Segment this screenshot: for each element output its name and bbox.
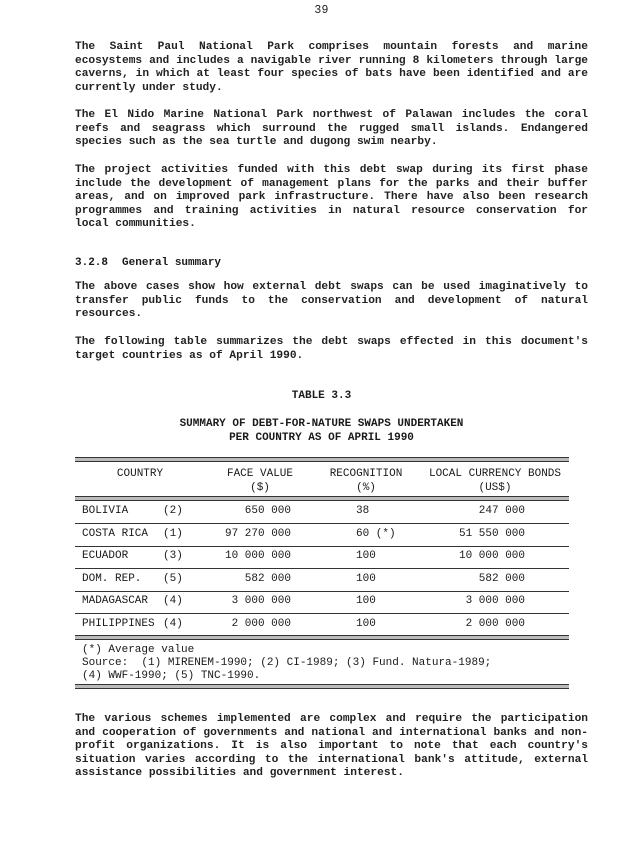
cell-face-value: 3 000 000 [231,595,291,607]
paragraph-project-activities: The project activities funded with this debt swap during its first phase include the development of management plans for the parks and their buffer areas, and on improved park infrastructure. There have also been research programmes and training activities in natural resource conservation for local communities. [75,164,588,231]
page-number: 39 [314,4,329,17]
table-title-line2: PER COUNTRY AS OF APRIL 1990 [229,432,414,444]
table-bottom-rule [75,684,569,689]
paragraph-saint-paul: The Saint Paul National Park comprises mountain forests and marine ecosystems and includes a navigable river running 8 kilometers through large caverns, in which at least four species of bats have been identified and are currently under study. [75,41,588,94]
cell-source: (3) [163,550,183,562]
row-divider [75,568,569,569]
cell-source: (4) [163,617,183,630]
row-divider [75,546,569,547]
cell-bonds: 247 000 [478,505,525,517]
table-source-line2: (4) WWF-1990; (5) TNC-1990. [82,670,261,682]
cell-country: BOLIVIA [82,505,129,517]
paragraph-table-intro: The following table summarizes the debt swaps effected in this document's target countries as of April 1990. [75,336,588,362]
cell-recognition: 38 [356,505,370,517]
header-country: COUNTRY [116,468,164,480]
table-label: TABLE 3.3 [291,390,352,402]
cell-country: MADAGASCAR [82,595,149,607]
paragraph-conclusion: The various schemes implemented are complex and require the participation and cooperation of governments and national and international banks and non-profit organizations. It is also important to note that each country's situation varies according to the international bank's attitude, external assistance possibilities and government interest. [75,713,588,780]
cell-recognition: 100 [356,595,376,607]
cell-country: COSTA RICA [82,527,149,540]
cell-face-value: 10 000 000 [224,550,291,562]
table-body-bottom-rule [75,635,569,640]
header-bottom-rule [75,496,569,501]
cell-recognition: 100 [356,550,376,562]
cell-source: (5) [163,572,183,585]
section-number: 3.2.8 [75,257,109,269]
cell-bonds: 582 000 [478,572,525,585]
cell-country: ECUADOR [82,550,129,562]
table-title-line1: SUMMARY OF DEBT-FOR-NATURE SWAPS UNDERTAKEN [179,418,464,430]
cell-bonds: 3 000 000 [465,595,525,607]
header-recognition: RECOGNITION (%) [329,468,403,494]
cell-recognition: 60 (*) [356,527,396,540]
cell-face-value: 582 000 [244,572,291,585]
cell-country: PHILIPPINES [82,617,155,630]
paragraph-el-nido: The El Nido Marine National Park northwest of Palawan includes the coral reefs and seagrass which surround the rugged small islands. Endangered species such as the sea turtle and dugong swim nearby. [75,109,588,149]
cell-face-value: 97 270 000 [224,527,291,540]
header-face-value: FACE VALUE ($) [226,468,293,494]
cell-country: DOM. REP. [82,572,142,585]
cell-face-value: 2 000 000 [231,617,291,630]
row-divider [75,591,569,592]
cell-bonds: 10 000 000 [458,550,525,562]
cell-source: (1) [163,527,183,540]
cell-face-value: 650 000 [244,505,291,517]
table-top-rule [75,457,569,462]
cell-recognition: 100 [356,572,376,585]
row-divider [75,613,569,614]
paragraph-summary-intro: The above cases show how external debt swaps can be used imaginatively to transfer public funds to the conservation and development of natural resources. [75,281,588,321]
cell-source: (2) [163,505,183,517]
row-divider [75,523,569,524]
section-heading [75,257,221,269]
cell-bonds: 51 550 000 [458,527,525,540]
cell-source: (4) [163,595,183,607]
cell-bonds: 2 000 000 [465,617,525,630]
table-source-line1: Source: (1) MIRENEM-1990; (2) CI-1989; (3) Fund. Natura-1989; [82,657,492,669]
header-bonds: LOCAL CURRENCY BONDS (US$) [428,468,562,494]
cell-recognition: 100 [356,617,376,630]
section-title: General summary [122,257,222,269]
table-footnote: (*) Average value [82,644,195,656]
